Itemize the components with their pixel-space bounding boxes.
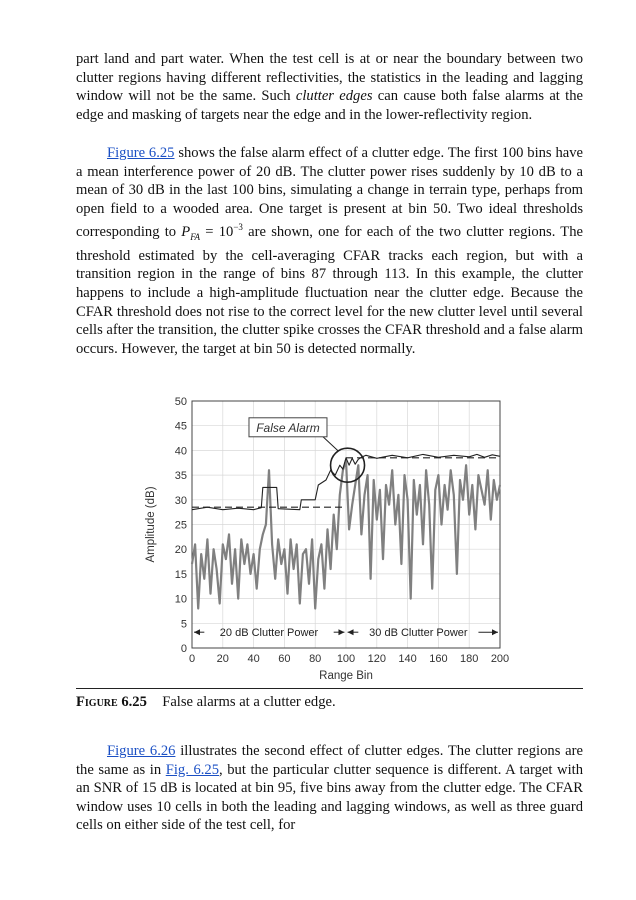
pfa-subscript: FA: [190, 232, 201, 243]
figure-caption: [76, 688, 583, 711]
x-tick-label: 180: [460, 653, 479, 665]
region-arrow-head: [492, 629, 498, 635]
region-arrow-head: [348, 629, 354, 635]
x-tick-label: 80: [309, 653, 322, 665]
paragraph-figure-6-25: [76, 144, 583, 358]
paragraph-intro: [76, 50, 583, 124]
para2-text-a: shows the false alarm effect of a clutter edge. The first 100 bins have a mean interference power of 20 dB. The clutter power rises suddenly by 10 dB to a mean of 30 dB in the last 100 bins, simulating a change in terrain type, perhaps from open field to a wooded area. One target is present at bin 50. Two ideal thresholds corresponding to: [76, 145, 583, 241]
para3-text-b: , but the particular clutter sequence is different. A target with an SNR of 15 dB is located at bin 95, five bins away from the clutter edge. The CFAR window uses 10 cells in both the leading and lagging windows, as well as three guard cells on either side of the test cell, for: [76, 761, 583, 834]
x-tick-label: 120: [367, 653, 386, 665]
y-tick-label: 10: [174, 593, 187, 606]
false-alarm-label: False Alarm: [256, 420, 320, 435]
figure-6-25: [140, 393, 520, 685]
para2-text-b: are shown, one for each of the two clutter regions. The threshold estimated by the cell-averaging CFAR tracks each region, but with a transition region in the range of bins 87 through 113. In this example, the clutter happens to include a high-amplitude fluctuation near the clutter edge. Because the CFAR threshold does not rise to the correct level for the new clutter level until several cells after the transition, the clutter spike crosses the CFAR threshold and a false alarm occurs. However, the target at bin 50 is detected normally.: [76, 224, 583, 357]
pfa-equals: = 10: [200, 224, 234, 241]
y-tick-label: 50: [174, 396, 187, 408]
para1-text-a: part land and part water. When the test cell is at or near the boundary between two clutter regions having different reflectivities, the statistics in the leading and lagging window will not be the same. Such: [76, 51, 583, 105]
x-tick-label: 40: [247, 653, 260, 665]
left-region-label: 20 dB Clutter Power: [219, 627, 319, 640]
y-tick-label: 40: [174, 445, 187, 458]
x-tick-label: 0: [188, 653, 196, 665]
x-tick-label: 160: [429, 653, 448, 665]
y-tick-label: 20: [174, 544, 187, 557]
caption-text: False alarms at a clutter edge.: [162, 694, 336, 710]
y-tick-label: 30: [174, 494, 187, 507]
x-tick-label: 140: [398, 653, 417, 665]
y-axis-label: Amplitude (dB): [145, 486, 157, 563]
right-region-label: 30 dB Clutter Power: [369, 627, 468, 640]
region-arrow-head: [194, 629, 200, 635]
y-tick-label: 15: [174, 568, 187, 581]
fig-6-25-link[interactable]: Fig. 6.25: [165, 761, 219, 778]
clutter-edge-chart: [140, 393, 520, 685]
para1-text-b: can cause both false alarms at the edge and masking of targets near the edge and in the lower-reflectivity region.: [76, 88, 583, 123]
pfa-symbol: P: [181, 224, 191, 241]
region-arrow-head: [338, 629, 344, 635]
y-tick-label: 0: [180, 643, 187, 655]
y-tick-label: 45: [174, 420, 187, 433]
caption-label: Figure 6.25: [76, 694, 147, 710]
y-tick-label: 5: [180, 618, 187, 631]
x-tick-label: 200: [490, 653, 510, 665]
y-tick-label: 35: [174, 470, 187, 483]
x-tick-label: 20: [216, 653, 229, 665]
x-tick-label: 60: [278, 653, 291, 665]
para3-text-a: illustrates the second effect of clutter edges. The clutter regions are the same as in: [76, 743, 583, 778]
y-tick-label: 25: [174, 519, 187, 532]
figure-6-26-link[interactable]: Figure 6.26: [107, 743, 176, 759]
paragraph-figure-6-26: [76, 742, 583, 835]
x-tick-label: 100: [336, 653, 356, 665]
para1-emphasis: clutter edges: [295, 88, 373, 105]
figure-6-25-link[interactable]: Figure 6.25: [107, 145, 175, 161]
x-axis-label: Range Bin: [319, 670, 373, 682]
pfa-exponent: −3: [233, 222, 243, 233]
false-alarm-pointer: [323, 437, 339, 451]
